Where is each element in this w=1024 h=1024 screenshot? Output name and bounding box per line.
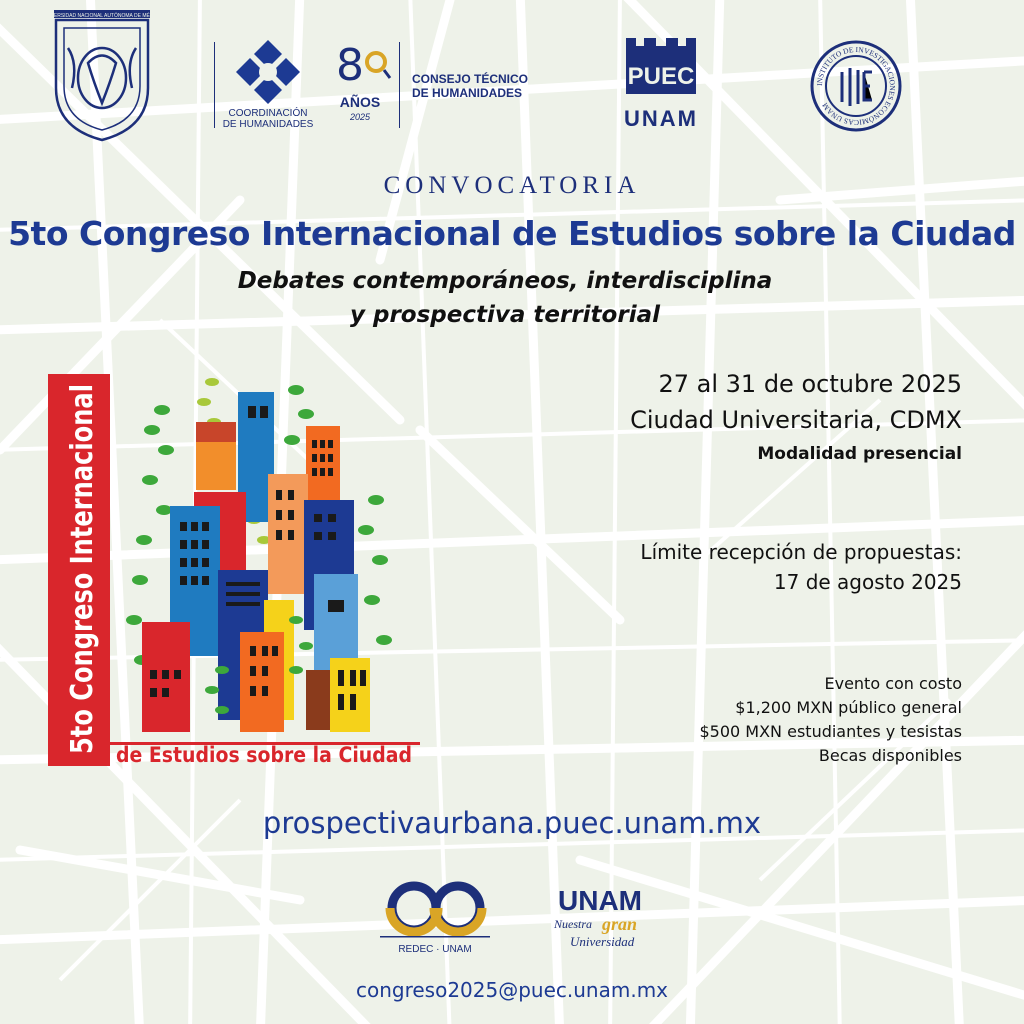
svg-text:8: 8	[336, 40, 364, 91]
unam-word: UNAM	[558, 885, 642, 916]
consejo-line1: CONSEJO TÉCNICO	[412, 72, 529, 86]
iiec-seal-logo	[810, 40, 902, 132]
puec-text: PUEC	[627, 63, 695, 90]
divider	[399, 42, 400, 128]
consejo-line2: DE HUMANIDADES	[412, 86, 523, 100]
cost-line-2: $1,200 MXN público general	[735, 698, 962, 717]
unam-seal-logo	[41, 8, 163, 144]
coordinacion-line1: COORDINACIÓN	[228, 108, 308, 119]
consejo-tecnico-logo	[412, 72, 528, 100]
unam-nuestra-gran-universidad-logo	[548, 882, 658, 954]
event-place: Ciudad Universitaria, CDMX	[630, 406, 962, 434]
convocatoria-heading: CONVOCATORIA	[383, 172, 641, 199]
contact-email[interactable]: congreso2025@puec.unam.mx	[355, 978, 669, 1002]
deadline-label: Límite recepción de propuestas:	[640, 540, 962, 564]
nuestra-word: Nuestra	[554, 917, 593, 931]
coordinacion-line2: DE HUMANIDADES	[222, 119, 314, 130]
gran-word: gran	[602, 914, 638, 934]
cost-line-4: Becas disponibles	[818, 746, 962, 765]
congress-logo-illustration	[44, 294, 424, 770]
deadline-date: 17 de agosto 2025	[773, 570, 962, 594]
redec-unam-logo	[380, 878, 490, 958]
website-link[interactable]: prospectivaurbana.puec.unam.mx	[262, 806, 762, 840]
eighty-years-icon	[334, 40, 394, 90]
anios-label: AÑOS	[339, 94, 381, 110]
redec-label: REDEC · UNAM	[398, 944, 472, 955]
iiec-text: INSTITUTO DE INVESTIGACIONES ECONÓMICAS UNAM	[814, 44, 898, 128]
cost-line-1: Evento con costo	[824, 674, 962, 693]
coordinacion-logo-text	[218, 108, 318, 130]
logo-vertical-text: 5to Congreso Internacional	[65, 294, 100, 754]
coordinacion-humanidades-icon	[232, 38, 304, 106]
congress-title: 5to Congreso Internacional de Estudios sobre la Ciudad	[8, 214, 1016, 253]
event-dates: 27 al 31 de octubre 2025	[658, 370, 962, 398]
anios-year: 2025	[349, 112, 371, 122]
puec-unam-text: UNAM	[624, 106, 698, 131]
subtitle-line-1: Debates contemporáneos, interdisciplina	[237, 268, 773, 294]
universidad-word: Universidad	[570, 934, 635, 949]
puec-unam-logo	[624, 38, 698, 130]
divider	[214, 42, 215, 128]
unam-seal-text: UNIVERSIDAD NACIONAL AUTÓNOMA DE MÉXICO	[41, 13, 163, 19]
cost-line-3: $500 MXN estudiantes y tesistas	[699, 722, 962, 741]
logo-bottom-text: de Estudios sobre la Ciudad	[116, 743, 412, 767]
subtitle-line-2: y prospectiva territorial	[350, 302, 660, 328]
event-mode: Modalidad presencial	[757, 444, 962, 464]
